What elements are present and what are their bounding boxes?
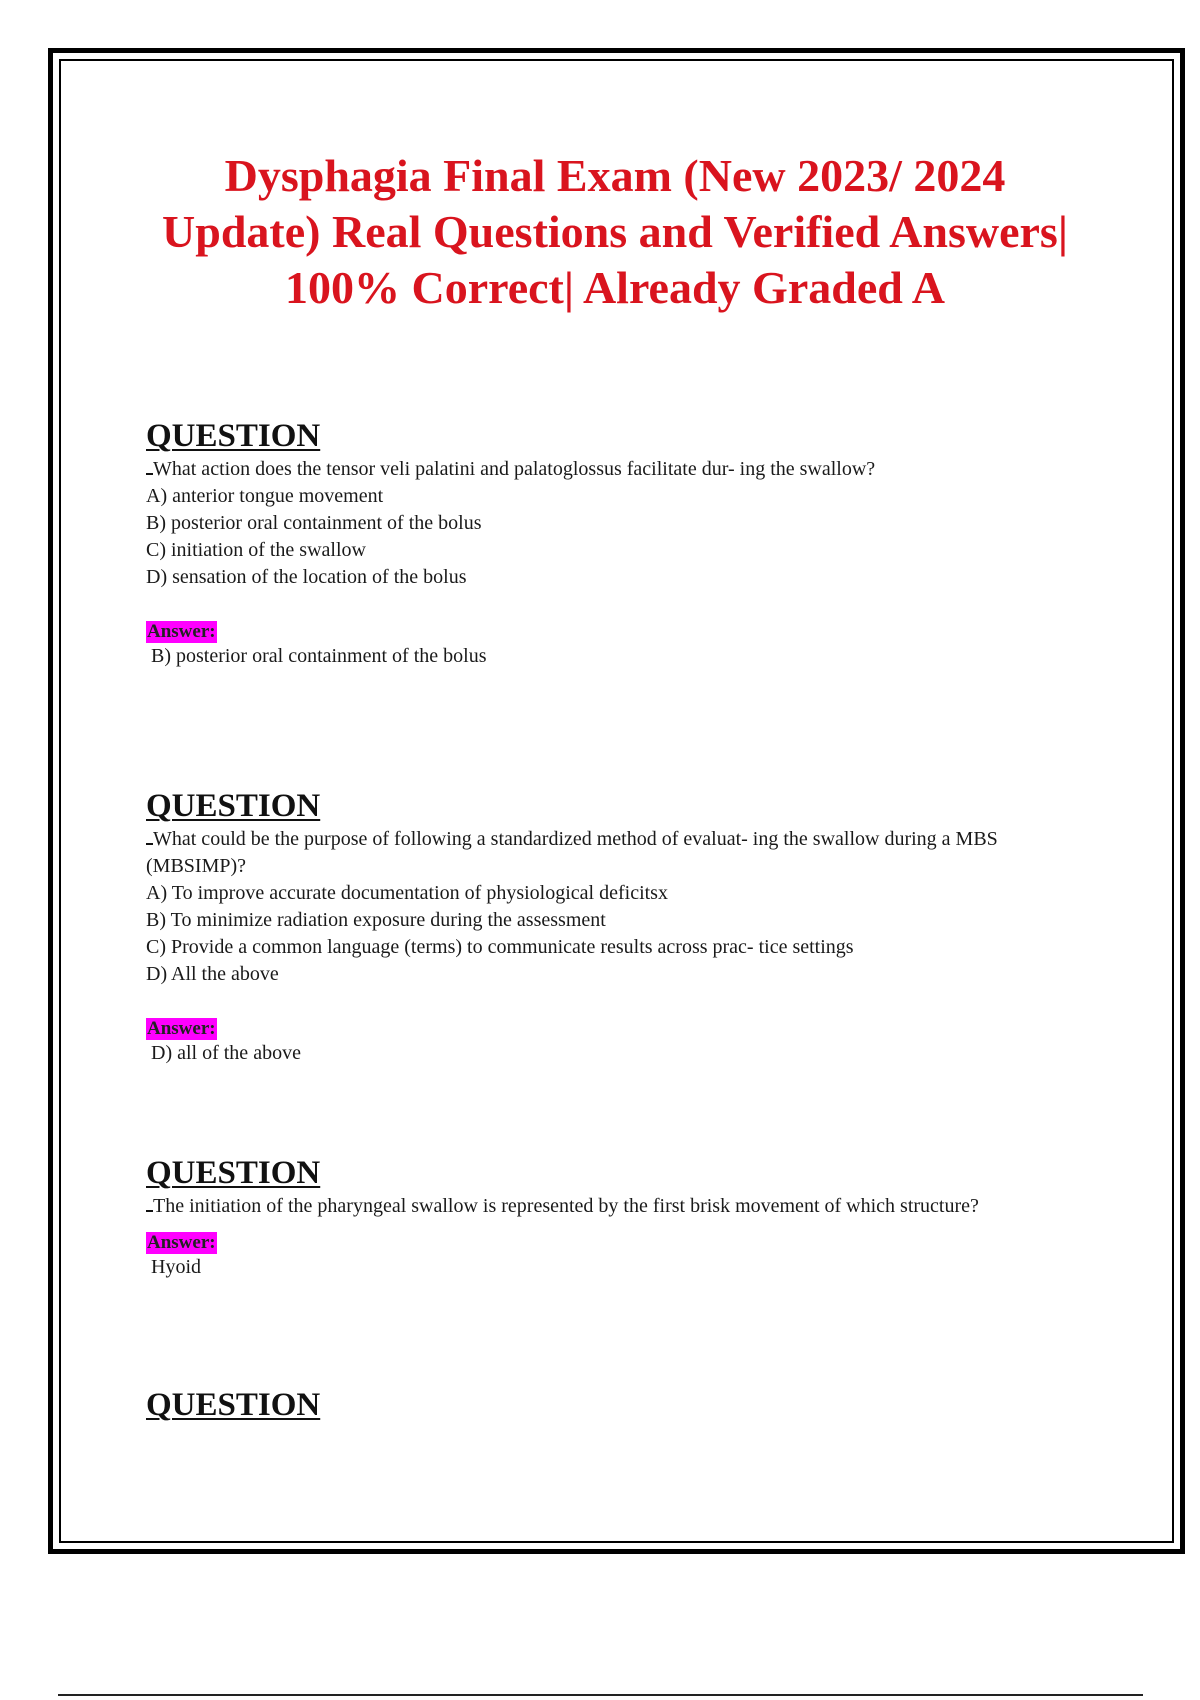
option-c: C) Provide a common language (terms) to communicate results across prac- tice settings [146,936,854,958]
option-b: B) posterior oral containment of the bolus [146,512,482,534]
question-block-4 [146,1387,1086,1423]
footer-divider [58,1694,1143,1696]
question-text [146,1193,1086,1220]
answer-text: D) all of the above [151,1042,301,1064]
question-block-1 [146,418,1086,670]
question-block-3 [146,1155,1086,1281]
question-block-2 [146,788,1086,1067]
question-text [146,456,1086,483]
answer-text: Hyoid [151,1256,201,1278]
underscore-mark [146,457,153,475]
answer-text: B) posterior oral containment of the bolus [151,645,487,667]
question-heading: QUESTION [146,788,321,824]
option-b: B) To minimize radiation exposure during the assessment [146,909,606,931]
option-c: C) initiation of the swallow [146,539,366,561]
option-a: A) anterior tongue movement [146,485,384,507]
question-text-content: What could be the purpose of following a standardized method of evaluat- ing the swallow during a MBS (MBSIMP)? [146,828,998,877]
underscore-mark [146,827,153,845]
answer-label: Answer: [147,1018,216,1039]
answer-label: Answer: [147,1232,216,1253]
underscore-mark [146,1194,153,1212]
option-a: A) To improve accurate documentation of physiological deficitsx [146,882,668,904]
answer-label: Answer: [147,621,216,642]
question-text [146,826,1086,880]
option-d: D) All the above [146,963,279,985]
question-heading: QUESTION [146,1387,321,1423]
document-title: Dysphagia Final Exam (New 2023/ 2024 Update) Real Questions and Verified Answers| 100% Correct| Already Graded A [162,150,1068,313]
question-heading: QUESTION [146,1155,321,1191]
question-text-content: What action does the tensor veli palatini and palatoglossus facilitate dur- ing the swallow? [153,458,876,480]
option-d: D) sensation of the location of the bolus [146,566,467,588]
question-heading: QUESTION [146,418,321,454]
question-text-content: The initiation of the pharyngeal swallow is represented by the first brisk movement of which structure? [153,1195,979,1217]
